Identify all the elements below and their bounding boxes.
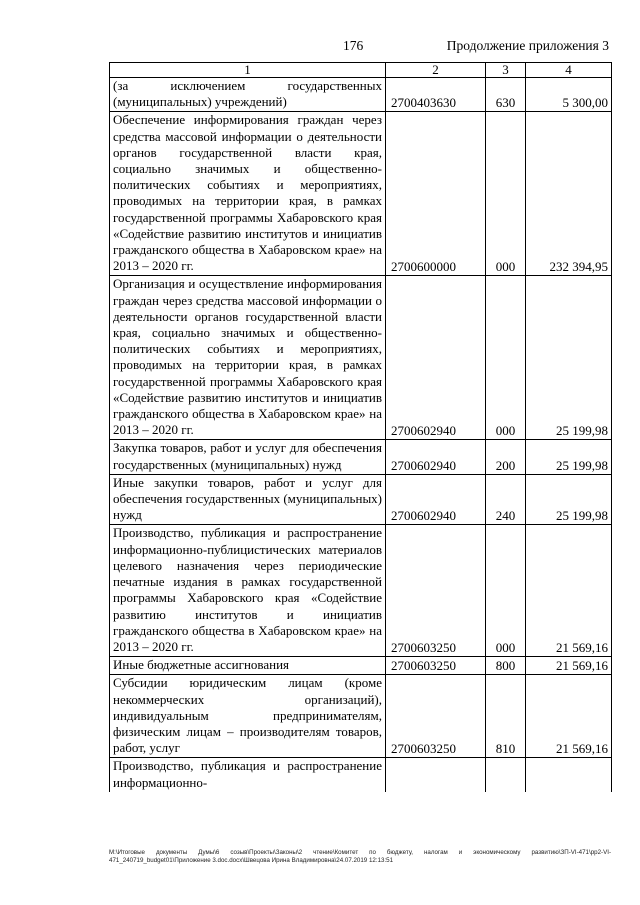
budget-table (109, 62, 612, 792)
row-code: 2700603250 (386, 675, 486, 758)
row-expense-type: 240 (486, 474, 526, 525)
table-row (110, 440, 612, 474)
row-name: Организация и осуществление информирования граждан через средства массовой информации о деятельности органов государственной власти края, социально значимых и общественно-политических событиях и мероприятиях, проводимых на территории края, в рамках государственной программы Хабаровского края «Содействие развитию институтов и инициатив гражданского общества в Хабаровском крае» на 2013 – 2020 гг. (110, 276, 386, 440)
row-expense-type: 200 (486, 440, 526, 474)
row-code: 2700603250 (386, 657, 486, 675)
row-expense-type (486, 758, 526, 792)
row-amount: 25 199,98 (526, 276, 612, 440)
column-header-1: 1 (110, 63, 386, 78)
row-code: 2700600000 (386, 112, 486, 276)
table-row (110, 758, 612, 792)
row-amount: 21 569,16 (526, 675, 612, 758)
row-code: 2700602940 (386, 276, 486, 440)
row-amount: 21 569,16 (526, 525, 612, 657)
table-row (110, 525, 612, 657)
row-name: Производство, публикация и распространение информационно- (110, 758, 386, 792)
row-amount: 232 394,95 (526, 112, 612, 276)
row-expense-type: 000 (486, 276, 526, 440)
row-expense-type: 800 (486, 657, 526, 675)
row-amount: 5 300,00 (526, 78, 612, 112)
column-header-4: 4 (526, 63, 612, 78)
row-name: Производство, публикация и распространение информационно-публицистических материалов целевого назначения через периодические печатные издания в рамках государственной программы Хабаровского края «Содействие развитию институтов и инициатив гражданского общества в Хабаровском крае» на 2013 – 2020 гг. (110, 525, 386, 657)
table-row (110, 112, 612, 276)
column-header-row (110, 63, 612, 78)
continuation-label: Продолжение приложения 3 (446, 38, 609, 53)
row-amount (526, 758, 612, 792)
row-expense-type: 000 (486, 525, 526, 657)
table-row (110, 474, 612, 525)
row-amount: 21 569,16 (526, 657, 612, 675)
document-path-footer: M:\Итоговые документы Думы\6 созыв\Проекты\Законы\2 чтение\Комитет по бюджету, налогам и экономическому развитию\ЗП-VI-471\pp2-VI-471_240719_budget01\Приложение 3.doc.docx\Швецова Ирина Владимировна\24.07.2019 12:13:51 (109, 849, 611, 864)
row-expense-type: 630 (486, 78, 526, 112)
table-row (110, 78, 612, 112)
row-code: 2700602940 (386, 474, 486, 525)
row-name: Закупка товаров, работ и услуг для обеспечения государственных (муниципальных) нужд (110, 440, 386, 474)
row-name: (за исключением государственных (муниципальных) учреждений) (110, 78, 386, 112)
row-name: Обеспечение информирования граждан через средства массовой информации о деятельности органов государственной власти края, социально значимых и общественно-политических событиях и мероприятиях, проводимых на территории края, в рамках государственной программы Хабаровского края «Содействие развитию институтов и инициатив гражданского общества в Хабаровском крае» на 2013 – 2020 гг. (110, 112, 386, 276)
row-name: Субсидии юридическим лицам (кроме некоммерческих организаций), индивидуальным предпринимателям, физическим лицам – производителям товаров, работ, услуг (110, 675, 386, 758)
row-amount: 25 199,98 (526, 440, 612, 474)
row-expense-type: 000 (486, 112, 526, 276)
row-name: Иные закупки товаров, работ и услуг для обеспечения государственных (муниципальных) нужд (110, 474, 386, 525)
row-amount: 25 199,98 (526, 474, 612, 525)
column-header-3: 3 (486, 63, 526, 78)
row-name: Иные бюджетные ассигнования (110, 657, 386, 675)
row-code (386, 758, 486, 792)
row-code: 2700602940 (386, 440, 486, 474)
table-row (110, 675, 612, 758)
column-header-2: 2 (386, 63, 486, 78)
row-code: 2700403630 (386, 78, 486, 112)
table-row (110, 657, 612, 675)
page-number: 176 (343, 38, 364, 53)
row-code: 2700603250 (386, 525, 486, 657)
table-row (110, 276, 612, 440)
row-expense-type: 810 (486, 675, 526, 758)
page-header (0, 38, 640, 58)
